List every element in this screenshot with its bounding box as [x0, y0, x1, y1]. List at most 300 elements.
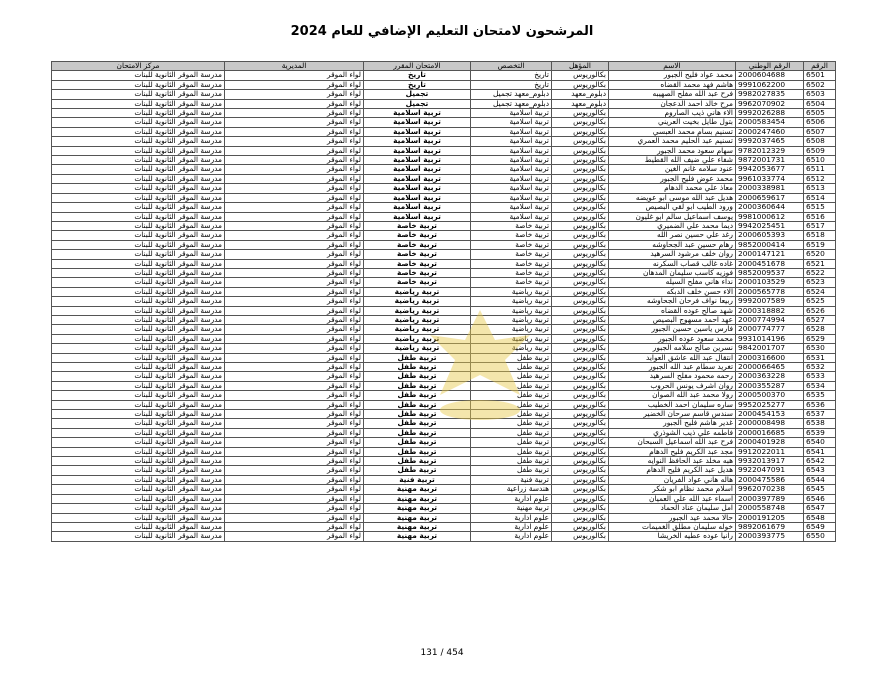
- cell-qualification: بكالوريوس: [552, 475, 609, 484]
- cell-num: 6522: [804, 268, 836, 277]
- table-row: [52, 184, 836, 193]
- cell-name: خوله سليمان مطلق الغميمات: [609, 522, 736, 531]
- cell-exam-center: مدرسة الموقر الثانوية للبنات: [52, 391, 225, 400]
- cell-exam: تربية اسلامية: [364, 137, 471, 146]
- cell-directorate: لواء الموقر: [225, 278, 364, 287]
- cell-specialization: علوم ادارية: [471, 513, 552, 522]
- table-row: [52, 363, 836, 372]
- cell-directorate: لواء الموقر: [225, 297, 364, 306]
- header-directorate: المديرية: [225, 62, 364, 71]
- cell-num: 6541: [804, 447, 836, 456]
- cell-directorate: لواء الموقر: [225, 438, 364, 447]
- cell-exam: تربية مهنية: [364, 513, 471, 522]
- cell-directorate: لواء الموقر: [225, 203, 364, 212]
- table-row: [52, 428, 836, 437]
- cell-exam: تجميل: [364, 90, 471, 99]
- cell-directorate: لواء الموقر: [225, 419, 364, 428]
- cell-exam: تربية فنية: [364, 475, 471, 484]
- cell-qualification: بكالوريوس: [552, 127, 609, 136]
- cell-qualification: بكالوريوس: [552, 400, 609, 409]
- cell-num: 6508: [804, 137, 836, 146]
- cell-name: نداء هاني مفلح السيله: [609, 278, 736, 287]
- header-num: الرقم: [804, 62, 836, 71]
- table-row: [52, 250, 836, 259]
- cell-directorate: لواء الموقر: [225, 259, 364, 268]
- cell-specialization: تربية طفل: [471, 400, 552, 409]
- cell-specialization: تربية طفل: [471, 363, 552, 372]
- cell-qualification: بكالوريوس: [552, 325, 609, 334]
- cell-directorate: لواء الموقر: [225, 513, 364, 522]
- cell-directorate: لواء الموقر: [225, 325, 364, 334]
- cell-national-id: 2000355287: [736, 381, 804, 390]
- cell-directorate: لواء الموقر: [225, 485, 364, 494]
- table-row: [52, 315, 836, 324]
- cell-directorate: لواء الموقر: [225, 165, 364, 174]
- cell-specialization: دبلوم_معهد تجميل: [471, 90, 552, 99]
- cell-specialization: تربية طفل: [471, 391, 552, 400]
- cell-name: معاذ علي محمد الدهام: [609, 184, 736, 193]
- cell-specialization: تربية طفل: [471, 419, 552, 428]
- cell-qualification: بكالوريوس: [552, 297, 609, 306]
- cell-num: 6510: [804, 156, 836, 165]
- cell-qualification: بكالوريوس: [552, 391, 609, 400]
- cell-exam-center: مدرسة الموقر الثانوية للبنات: [52, 475, 225, 484]
- cell-specialization: تربية طفل: [471, 428, 552, 437]
- cell-national-id: 9982027835: [736, 90, 804, 99]
- cell-num: 6513: [804, 184, 836, 193]
- cell-national-id: 9962070238: [736, 485, 804, 494]
- cell-qualification: بكالوريوس: [552, 438, 609, 447]
- table-row: [52, 146, 836, 155]
- cell-qualification: بكالوريوس: [552, 137, 609, 146]
- cell-specialization: تربية اسلامية: [471, 174, 552, 183]
- cell-exam-center: مدرسة الموقر الثانوية للبنات: [52, 90, 225, 99]
- table-row: [52, 353, 836, 362]
- cell-exam-center: مدرسة الموقر الثانوية للبنات: [52, 457, 225, 466]
- table-row: [52, 400, 836, 409]
- cell-num: 6511: [804, 165, 836, 174]
- cell-specialization: تربية طفل: [471, 466, 552, 475]
- table-row: [52, 513, 836, 522]
- cell-name: محمد عواد فليح الجبور: [609, 71, 736, 80]
- cell-national-id: 2000604688: [736, 71, 804, 80]
- table-row: [52, 221, 836, 230]
- cell-name: ديما محمد علي الضميري: [609, 221, 736, 230]
- cell-national-id: 2000363228: [736, 372, 804, 381]
- cell-name: اسماء عبد الله علي العميان: [609, 494, 736, 503]
- cell-num: 6518: [804, 231, 836, 240]
- cell-exam: تربية طفل: [364, 438, 471, 447]
- cell-name: غاده غالب قصاب السكرنه: [609, 259, 736, 268]
- cell-specialization: تربية طفل: [471, 438, 552, 447]
- table-row: [52, 532, 836, 541]
- cell-qualification: بكالوريوس: [552, 203, 609, 212]
- cell-national-id: 2000558748: [736, 504, 804, 513]
- cell-num: 6532: [804, 363, 836, 372]
- cell-exam-center: مدرسة الموقر الثانوية للبنات: [52, 372, 225, 381]
- table-row: [52, 90, 836, 99]
- cell-qualification: بكالوريوس: [552, 240, 609, 249]
- cell-national-id: 2000397789: [736, 494, 804, 503]
- cell-name: محمد عوض فليح الجبور: [609, 174, 736, 183]
- cell-directorate: لواء الموقر: [225, 363, 364, 372]
- cell-exam-center: مدرسة الموقر الثانوية للبنات: [52, 325, 225, 334]
- cell-directorate: لواء الموقر: [225, 372, 364, 381]
- cell-directorate: لواء الموقر: [225, 410, 364, 419]
- cell-exam-center: مدرسة الموقر الثانوية للبنات: [52, 410, 225, 419]
- cell-num: 6549: [804, 522, 836, 531]
- cell-qualification: بكالوريوس: [552, 372, 609, 381]
- cell-specialization: تربية خاصة: [471, 231, 552, 240]
- cell-num: 6504: [804, 99, 836, 108]
- table-row: [52, 306, 836, 315]
- cell-directorate: لواء الموقر: [225, 466, 364, 475]
- cell-name: شفاء علي ضيف الله القطيط: [609, 156, 736, 165]
- cell-exam: تربية طفل: [364, 419, 471, 428]
- table-row: [52, 297, 836, 306]
- cell-num: 6530: [804, 344, 836, 353]
- cell-num: 6543: [804, 466, 836, 475]
- cell-name: فارس ياسين حسين الجبور: [609, 325, 736, 334]
- cell-num: 6525: [804, 297, 836, 306]
- cell-specialization: تربية رياضية: [471, 287, 552, 296]
- cell-exam: تربية اسلامية: [364, 203, 471, 212]
- header-exam-center: مركز الامتحان: [52, 62, 225, 71]
- cell-name: روان اشرف يونس الحروب: [609, 381, 736, 390]
- cell-national-id: 9991062200: [736, 80, 804, 89]
- cell-name: تسنيم عبد الحليم محمد العمري: [609, 137, 736, 146]
- cell-qualification: بكالوريوس: [552, 80, 609, 89]
- cell-national-id: 9942053677: [736, 165, 804, 174]
- cell-num: 6523: [804, 278, 836, 287]
- table-row: [52, 485, 836, 494]
- cell-specialization: تربية اسلامية: [471, 156, 552, 165]
- cell-directorate: لواء الموقر: [225, 240, 364, 249]
- cell-name: ورود الطيب ابو لقي البصيص: [609, 203, 736, 212]
- cell-name: فرح عبد الله مفلح الصهيبه: [609, 90, 736, 99]
- cell-exam-center: مدرسة الموقر الثانوية للبنات: [52, 165, 225, 174]
- cell-national-id: 2000401928: [736, 438, 804, 447]
- cell-directorate: لواء الموقر: [225, 137, 364, 146]
- cell-name: رهام حسين عبد الجحاوشه: [609, 240, 736, 249]
- cell-exam: تاريخ: [364, 80, 471, 89]
- cell-exam-center: مدرسة الموقر الثانوية للبنات: [52, 71, 225, 80]
- table-row: [52, 156, 836, 165]
- cell-exam: تربية طفل: [364, 400, 471, 409]
- cell-qualification: بكالوريوس: [552, 165, 609, 174]
- cell-exam: تربية طفل: [364, 457, 471, 466]
- cell-specialization: تربية خاصة: [471, 268, 552, 277]
- cell-num: 6501: [804, 71, 836, 80]
- cell-exam-center: مدرسة الموقر الثانوية للبنات: [52, 174, 225, 183]
- table-row: [52, 278, 836, 287]
- cell-name: شهد صالح عوده القضاه: [609, 306, 736, 315]
- cell-exam: تربية طفل: [364, 447, 471, 456]
- cell-national-id: 9961033774: [736, 174, 804, 183]
- table-row: [52, 522, 836, 531]
- page-title: المرشحون لامتحان التعليم الإضافي للعام 2024: [290, 24, 594, 39]
- cell-num: 6505: [804, 109, 836, 118]
- cell-directorate: لواء الموقر: [225, 118, 364, 127]
- cell-exam-center: مدرسة الموقر الثانوية للبنات: [52, 118, 225, 127]
- cell-exam: تربية طفل: [364, 428, 471, 437]
- cell-directorate: لواء الموقر: [225, 475, 364, 484]
- cell-qualification: بكالوريوس: [552, 259, 609, 268]
- cell-exam-center: مدرسة الموقر الثانوية للبنات: [52, 504, 225, 513]
- header-qualification: المؤهل: [552, 62, 609, 71]
- cell-exam: تجميل: [364, 99, 471, 108]
- cell-name: رغد علي حسين نصر الله: [609, 231, 736, 240]
- cell-name: يوسف اسماعيل سالم ابو غليون: [609, 212, 736, 221]
- cell-national-id: 9852009537: [736, 268, 804, 277]
- cell-specialization: تربية اسلامية: [471, 127, 552, 136]
- cell-qualification: بكالوريوس: [552, 504, 609, 513]
- cell-national-id: 2000605393: [736, 231, 804, 240]
- cell-qualification: بكالوريوس: [552, 457, 609, 466]
- cell-qualification: بكالوريوس: [552, 410, 609, 419]
- table-row: [52, 137, 836, 146]
- cell-exam-center: مدرسة الموقر الثانوية للبنات: [52, 212, 225, 221]
- cell-specialization: تربية رياضية: [471, 334, 552, 343]
- cell-exam-center: مدرسة الموقر الثانوية للبنات: [52, 193, 225, 202]
- cell-exam: تربية اسلامية: [364, 184, 471, 193]
- cell-num: 6516: [804, 212, 836, 221]
- cell-qualification: بكالوريوس: [552, 278, 609, 287]
- cell-national-id: 2000500370: [736, 391, 804, 400]
- table-row: [52, 419, 836, 428]
- cell-num: 6540: [804, 438, 836, 447]
- cell-directorate: لواء الموقر: [225, 127, 364, 136]
- cell-exam: تربية طفل: [364, 372, 471, 381]
- cell-num: 6509: [804, 146, 836, 155]
- cell-directorate: لواء الموقر: [225, 109, 364, 118]
- cell-num: 6550: [804, 532, 836, 541]
- cell-exam: تربية مهنية: [364, 485, 471, 494]
- cell-exam-center: مدرسة الموقر الثانوية للبنات: [52, 353, 225, 362]
- cell-exam: تربية رياضية: [364, 297, 471, 306]
- cell-name: فرح عبد الله اسماعيل السبحان: [609, 438, 736, 447]
- cell-qualification: بكالوريوس: [552, 146, 609, 155]
- cell-exam: تربية طفل: [364, 410, 471, 419]
- table-row: [52, 99, 836, 108]
- cell-name: حالا محمد عيد الجبور: [609, 513, 736, 522]
- cell-national-id: 2000475586: [736, 475, 804, 484]
- cell-qualification: بكالوريوس: [552, 109, 609, 118]
- cell-name: اسلام محمد نظام ابو شكر: [609, 485, 736, 494]
- cell-exam-center: مدرسة الموقر الثانوية للبنات: [52, 80, 225, 89]
- cell-exam-center: مدرسة الموقر الثانوية للبنات: [52, 334, 225, 343]
- cell-directorate: لواء الموقر: [225, 306, 364, 315]
- cell-specialization: تربية رياضية: [471, 315, 552, 324]
- cell-qualification: بكالوريوس: [552, 522, 609, 531]
- cell-exam-center: مدرسة الموقر الثانوية للبنات: [52, 231, 225, 240]
- cell-exam: تربية اسلامية: [364, 165, 471, 174]
- cell-qualification: بكالوريوس: [552, 212, 609, 221]
- cell-qualification: بكالوريوس: [552, 466, 609, 475]
- cell-exam: تربية خاصة: [364, 278, 471, 287]
- cell-qualification: دبلوم_معهد: [552, 99, 609, 108]
- cell-exam: تربية خاصة: [364, 268, 471, 277]
- cell-directorate: لواء الموقر: [225, 400, 364, 409]
- cell-specialization: تربية اسلامية: [471, 212, 552, 221]
- cell-qualification: بكالوريوس: [552, 334, 609, 343]
- cell-specialization: تربية اسلامية: [471, 146, 552, 155]
- cell-exam-center: مدرسة الموقر الثانوية للبنات: [52, 306, 225, 315]
- cell-national-id: 2000659617: [736, 193, 804, 202]
- cell-name: مجد عبد الكريم فليح الدهام: [609, 447, 736, 456]
- cell-exam: تربية طفل: [364, 381, 471, 390]
- cell-national-id: 9872001731: [736, 156, 804, 165]
- cell-directorate: لواء الموقر: [225, 428, 364, 437]
- cell-exam: تربية رياضية: [364, 287, 471, 296]
- cell-exam: تربية رياضية: [364, 315, 471, 324]
- cell-qualification: بكالوريوس: [552, 287, 609, 296]
- cell-num: 6528: [804, 325, 836, 334]
- cell-directorate: لواء الموقر: [225, 334, 364, 343]
- cell-exam-center: مدرسة الموقر الثانوية للبنات: [52, 99, 225, 108]
- cell-national-id: 2000103529: [736, 278, 804, 287]
- cell-national-id: 9922047091: [736, 466, 804, 475]
- cell-name: رولا محمد عبد الله الصوان: [609, 391, 736, 400]
- cell-qualification: بكالوريوس: [552, 250, 609, 259]
- cell-num: 6506: [804, 118, 836, 127]
- cell-num: 6517: [804, 221, 836, 230]
- cell-qualification: بكالوريوس: [552, 485, 609, 494]
- header-exam: الامتحان المقرر: [364, 62, 471, 71]
- cell-exam: تربية رياضية: [364, 344, 471, 353]
- cell-qualification: بكالوريوس: [552, 428, 609, 437]
- cell-qualification: بكالوريوس: [552, 71, 609, 80]
- cell-num: 6538: [804, 419, 836, 428]
- cell-exam: تربية خاصة: [364, 240, 471, 249]
- cell-national-id: 2000008498: [736, 419, 804, 428]
- cell-name: محمد سعود عوده الجبور: [609, 334, 736, 343]
- cell-exam: تربية اسلامية: [364, 109, 471, 118]
- cell-national-id: 2000316600: [736, 353, 804, 362]
- cell-exam-center: مدرسة الموقر الثانوية للبنات: [52, 419, 225, 428]
- cell-exam: تربية رياضية: [364, 334, 471, 343]
- table-row: [52, 457, 836, 466]
- cell-exam-center: مدرسة الموقر الثانوية للبنات: [52, 494, 225, 503]
- cell-exam-center: مدرسة الموقر الثانوية للبنات: [52, 278, 225, 287]
- cell-national-id: 2000016685: [736, 428, 804, 437]
- cell-specialization: تربية طفل: [471, 457, 552, 466]
- cell-exam-center: مدرسة الموقر الثانوية للبنات: [52, 221, 225, 230]
- cell-num: 6514: [804, 193, 836, 202]
- cell-num: 6520: [804, 250, 836, 259]
- cell-num: 6526: [804, 306, 836, 315]
- cell-specialization: تربية طفل: [471, 410, 552, 419]
- table-row: [52, 372, 836, 381]
- cell-exam: تربية اسلامية: [364, 118, 471, 127]
- cell-exam-center: مدرسة الموقر الثانوية للبنات: [52, 438, 225, 447]
- cell-exam-center: مدرسة الموقر الثانوية للبنات: [52, 203, 225, 212]
- cell-national-id: 9981000612: [736, 212, 804, 221]
- cell-exam-center: مدرسة الموقر الثانوية للبنات: [52, 315, 225, 324]
- cell-num: 6536: [804, 400, 836, 409]
- cell-directorate: لواء الموقر: [225, 250, 364, 259]
- cell-name: رحمه محمود مفلح السرهيد: [609, 372, 736, 381]
- cell-name: بتول طايل بخيت العريني: [609, 118, 736, 127]
- cell-name: هديل عبد الكريم فليح الدهام: [609, 466, 736, 475]
- table-row: [52, 193, 836, 202]
- cell-name: هاله هاني عواد الفريان: [609, 475, 736, 484]
- cell-specialization: تربية اسلامية: [471, 109, 552, 118]
- cell-specialization: تربية اسلامية: [471, 193, 552, 202]
- cell-name: تغريد سطام عبد الله الجبور: [609, 363, 736, 372]
- cell-num: 6521: [804, 259, 836, 268]
- cell-specialization: تربية رياضية: [471, 306, 552, 315]
- cell-name: غدير هاشم فليح الجبور: [609, 419, 736, 428]
- cell-national-id: 2000393775: [736, 532, 804, 541]
- table-row: [52, 268, 836, 277]
- table-row: [52, 259, 836, 268]
- cell-qualification: بكالوريوس: [552, 419, 609, 428]
- cell-num: 6529: [804, 334, 836, 343]
- cell-name: تسنيم بسام محمد العبسي: [609, 127, 736, 136]
- cell-national-id: 2000318882: [736, 306, 804, 315]
- cell-exam-center: مدرسة الموقر الثانوية للبنات: [52, 522, 225, 531]
- cell-exam-center: مدرسة الموقر الثانوية للبنات: [52, 287, 225, 296]
- cell-num: 6542: [804, 457, 836, 466]
- cell-qualification: بكالوريوس: [552, 174, 609, 183]
- cell-exam-center: مدرسة الموقر الثانوية للبنات: [52, 466, 225, 475]
- table-row: [52, 71, 836, 80]
- cell-num: 6535: [804, 391, 836, 400]
- cell-name: الاء هاني ذيب الصاروم: [609, 109, 736, 118]
- cell-qualification: بكالوريوس: [552, 447, 609, 456]
- cell-exam: تربية رياضية: [364, 325, 471, 334]
- cell-num: 6527: [804, 315, 836, 324]
- cell-name: هديل عبد الله موسى ابو عويضه: [609, 193, 736, 202]
- cell-exam: تربية مهنية: [364, 494, 471, 503]
- cell-directorate: لواء الموقر: [225, 344, 364, 353]
- table-row: [52, 287, 836, 296]
- table-row: [52, 410, 836, 419]
- cell-specialization: تاريخ: [471, 71, 552, 80]
- table-body: [52, 71, 836, 541]
- cell-specialization: تربية طفل: [471, 353, 552, 362]
- table-row: [52, 231, 836, 240]
- cell-specialization: هندسة زراعية: [471, 485, 552, 494]
- cell-national-id: 9942025451: [736, 221, 804, 230]
- cell-name: هبه مخلد عبد الحافظ النوايه: [609, 457, 736, 466]
- table-row: [52, 127, 836, 136]
- cell-num: 6519: [804, 240, 836, 249]
- cell-specialization: تربية اسلامية: [471, 203, 552, 212]
- cell-qualification: بكالوريوس: [552, 268, 609, 277]
- cell-qualification: بكالوريوس: [552, 231, 609, 240]
- table-row: [52, 118, 836, 127]
- cell-specialization: تربية طفل: [471, 447, 552, 456]
- cell-name: الاء حسن خلف الدبكه: [609, 287, 736, 296]
- cell-exam-center: مدرسة الموقر الثانوية للبنات: [52, 184, 225, 193]
- cell-qualification: بكالوريوس: [552, 381, 609, 390]
- cell-exam-center: مدرسة الموقر الثانوية للبنات: [52, 259, 225, 268]
- cell-num: 6512: [804, 174, 836, 183]
- table-row: [52, 334, 836, 343]
- cell-specialization: دبلوم_معهد تجميل: [471, 99, 552, 108]
- cell-specialization: تربية رياضية: [471, 344, 552, 353]
- cell-name: عنود سلامه غانم الغين: [609, 165, 736, 174]
- cell-national-id: 9952025277: [736, 400, 804, 409]
- cell-specialization: تربية خاصة: [471, 240, 552, 249]
- cell-directorate: لواء الموقر: [225, 90, 364, 99]
- cell-national-id: 2000191205: [736, 513, 804, 522]
- cell-name: فوزيه كاسب سليمان المدهان: [609, 268, 736, 277]
- cell-specialization: تربية خاصة: [471, 250, 552, 259]
- cell-specialization: علوم ادارية: [471, 522, 552, 531]
